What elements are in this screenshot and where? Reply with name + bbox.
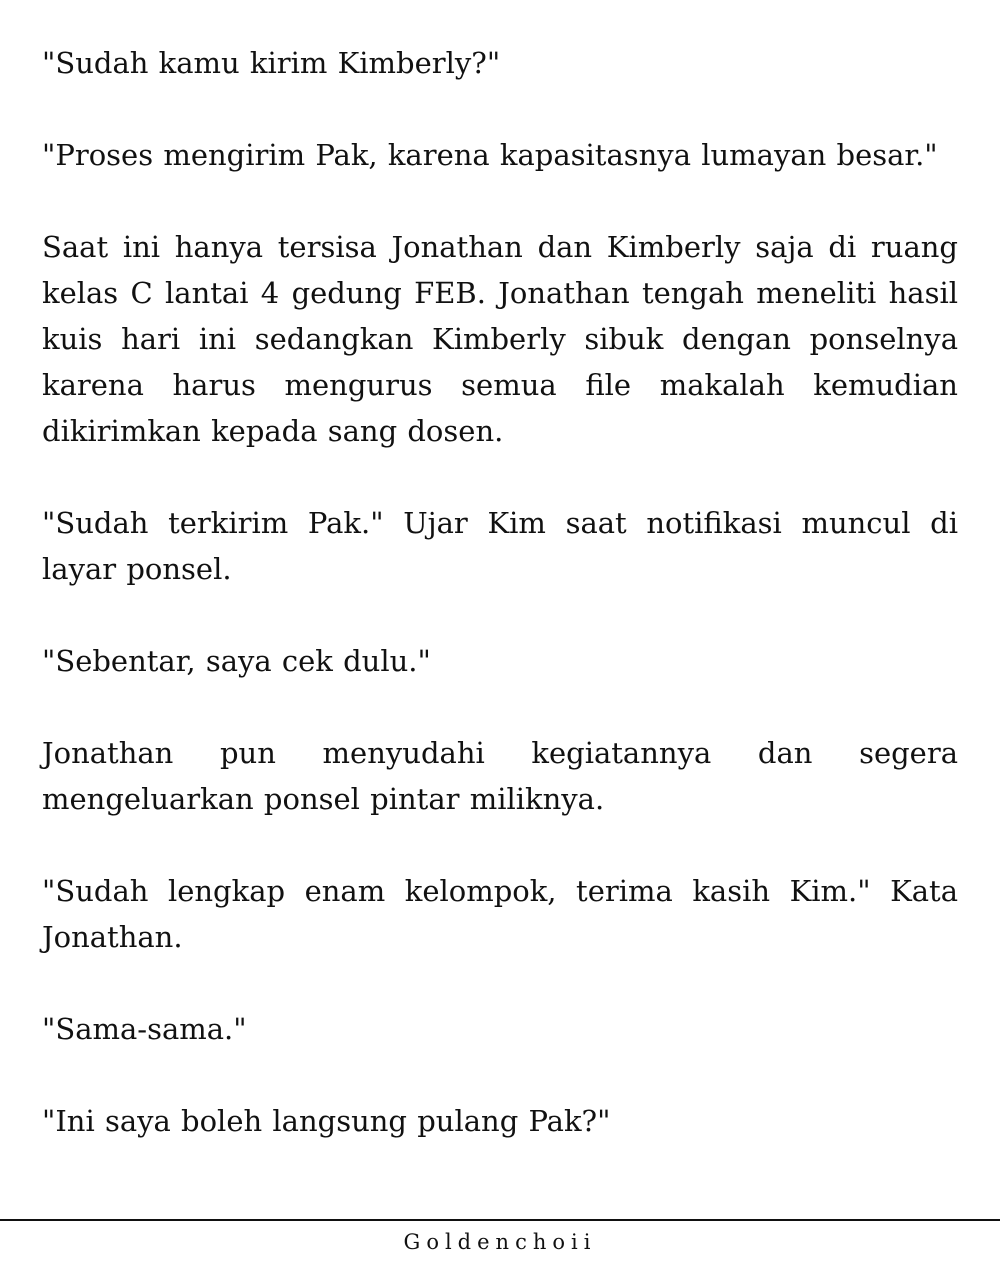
paragraph-5: "Sebentar, saya cek dulu." <box>42 644 431 678</box>
paragraph-8: "Sama-sama." <box>42 1012 247 1046</box>
paragraph-2: "Proses mengirim Pak, karena kapasitasnya lumayan besar." <box>42 138 938 172</box>
paragraph-6: Jonathan pun menyudahi kegiatannya dan segera mengeluarkan ponsel pintar miliknya. <box>42 736 958 816</box>
paragraph-1: "Sudah kamu kirim Kimberly?" <box>42 46 501 80</box>
footer-divider <box>0 1219 1000 1221</box>
paragraph-9: "Ini saya boleh langsung pulang Pak?" <box>42 1104 611 1138</box>
paragraph-4: "Sudah terkirim Pak." Ujar Kim saat notifikasi muncul di layar ponsel. <box>42 506 958 586</box>
paragraph-3: Saat ini hanya tersisa Jonathan dan Kimberly saja di ruang kelas C lantai 4 gedung FEB. Jonathan tengah meneliti hasil kuis hari ini sedangkan Kimberly sibuk dengan ponselnya karena harus mengurus semua file makalah kemudian dikirimkan kepada sang dosen. <box>42 230 958 448</box>
story-body <box>42 40 958 1190</box>
paragraph-7: "Sudah lengkap enam kelompok, terima kasih Kim." Kata Jonathan. <box>42 874 958 954</box>
author-footer: Goldenchoii <box>403 1230 597 1254</box>
